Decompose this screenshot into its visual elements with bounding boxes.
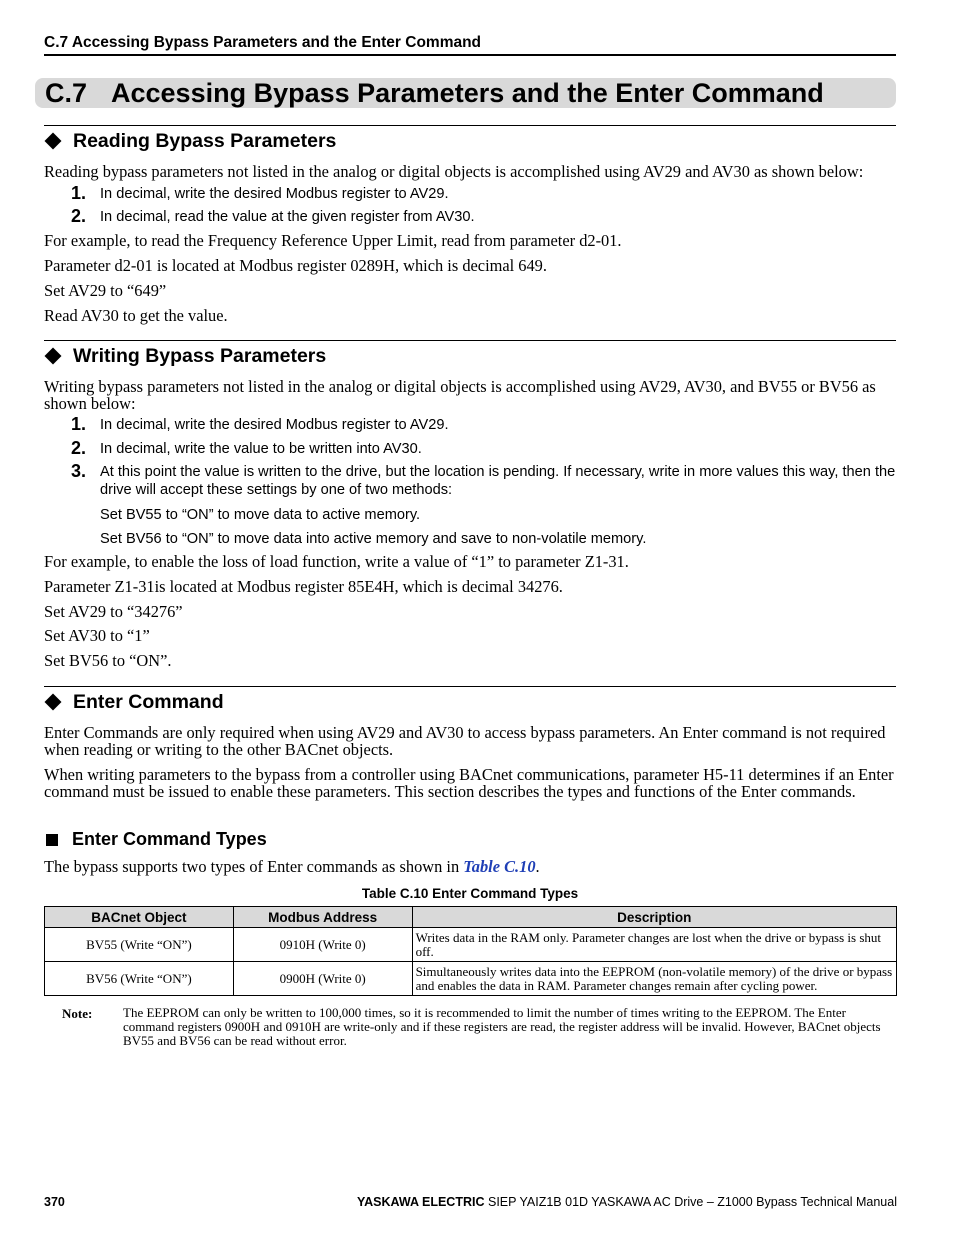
step-number: 3.: [71, 461, 87, 481]
section-heading-enter-command: [44, 690, 224, 714]
section-rule: [44, 125, 896, 126]
section-heading-reading: [44, 129, 336, 153]
chapter-title-text: Accessing Bypass Parameters and the Enter Command: [111, 78, 824, 108]
step-text: At this point the value is written to the drive, but the location is pending. If necessary, write in more values this way, then the drive will accept these settings by one of two methods:: [100, 464, 896, 498]
diamond-bullet-icon: [45, 347, 62, 364]
table-row: [45, 928, 897, 962]
table-reference-link[interactable]: Table C.10: [463, 857, 536, 876]
table-cell: Writes data in the RAM only. Parameter changes are lost when the drive or bypass is shut off.: [412, 928, 896, 962]
section-rule: [44, 340, 896, 341]
paragraph: When writing parameters to the bypass from a controller using BACnet communications, parameter H5-11 determines if an Enter command must be issued to enable these parameters. This section describes the types and functions of the Enter commands.: [44, 765, 894, 801]
column-header: Description: [412, 907, 896, 928]
step-text: In decimal, write the desired Modbus register to AV29.: [100, 186, 449, 202]
method-item: Set BV56 to “ON” to move data into active memory and save to non-volatile memory.: [100, 531, 647, 547]
note-text: The EEPROM can only be written to 100,000 times, so it is recommended to limit the number of times writing to the EEPROM. The Enter command registers 0900H and 0910H are write-only and if these registers are read, the register address will be invalid. However, BACnet objects BV55 and BV56 can be read without error.: [123, 1005, 881, 1048]
step-text: In decimal, read the value at the given register from AV30.: [100, 209, 475, 225]
method-item: Set BV55 to “ON” to move data to active memory.: [100, 507, 421, 523]
paragraph: Read AV30 to get the value.: [44, 306, 228, 325]
square-bullet-icon: [46, 834, 58, 846]
section-rule: [44, 686, 896, 687]
enter-command-types-table: [44, 906, 897, 996]
paragraph: Set AV29 to “34276”: [44, 602, 183, 621]
step-number: 2.: [71, 438, 87, 458]
diamond-bullet-icon: [45, 132, 62, 149]
diamond-bullet-icon: [45, 693, 62, 710]
step-text: In decimal, write the desired Modbus register to AV29.: [100, 417, 449, 433]
paragraph: Set BV56 to “ON”.: [44, 651, 172, 670]
paragraph: Set AV30 to “1”: [44, 626, 150, 645]
header-rule: [44, 54, 896, 56]
section-heading-text: Writing Bypass Parameters: [73, 345, 327, 367]
step-number: 1.: [71, 414, 87, 434]
paragraph: Reading bypass parameters not listed in the analog or digital objects is accomplished using AV29 and AV30 as shown below:: [44, 162, 864, 181]
paragraph: The bypass supports two types of Enter commands as shown in Table C.10.: [44, 857, 540, 876]
paragraph: Set AV29 to “649”: [44, 281, 167, 300]
table-header-row: [45, 907, 897, 928]
paragraph: Writing bypass parameters not listed in the analog or digital objects is accomplished using AV29, AV30, and BV55 or BV56 as shown below:: [44, 377, 876, 413]
table-cell: BV55 (Write “ON”): [45, 928, 234, 962]
step-text: In decimal, write the value to be written into AV30.: [100, 441, 422, 457]
column-header: BACnet Object: [45, 907, 234, 928]
step-number: 2.: [71, 206, 87, 226]
table-cell: Simultaneously writes data into the EEPROM (non-volatile memory) of the drive or bypass and enables the data in RAM. Parameter changes remain after cycling power.: [412, 962, 896, 996]
section-heading-text: Reading Bypass Parameters: [73, 130, 337, 152]
note-label: Note:: [62, 1006, 93, 1021]
footer-manual-name: SIEP YAIZ1B 01D YASKAWA AC Drive – Z1000 Bypass Technical Manual: [484, 1195, 897, 1209]
subsection-heading-text: Enter Command Types: [72, 829, 267, 849]
paragraph: Parameter d2-01 is located at Modbus register 0289H, which is decimal 649.: [44, 256, 547, 275]
paragraph: Enter Commands are only required when using AV29 and AV30 to access bypass parameters. An Enter command is not required when reading or writing to the other BACnet objects.: [44, 723, 886, 759]
section-heading-writing: [44, 344, 326, 368]
footer-brand: YASKAWA ELECTRIC: [356, 1195, 485, 1209]
table-cell: 0900H (Write 0): [233, 962, 412, 996]
paragraph: For example, to read the Frequency Reference Upper Limit, read from parameter d2-01.: [44, 231, 622, 250]
paragraph: Parameter Z1-31is located at Modbus register 85E4H, which is decimal 34276.: [44, 577, 563, 596]
subsection-heading-enter-command-types: [44, 828, 267, 850]
table-caption: Table C.10 Enter Command Types: [361, 886, 579, 901]
column-header: Modbus Address: [233, 907, 412, 928]
table-cell: BV56 (Write “ON”): [45, 962, 234, 996]
table-row: [45, 962, 897, 996]
running-header: C.7 Accessing Bypass Parameters and the Enter Command: [44, 34, 482, 51]
step-number: 1.: [71, 183, 87, 203]
chapter-number: C.7: [45, 78, 88, 108]
footer-manual-title: [357, 1195, 897, 1209]
paragraph: For example, to enable the loss of load function, write a value of “1” to parameter Z1-31.: [44, 552, 629, 571]
page-number: 370: [44, 1195, 65, 1209]
table-cell: 0910H (Write 0): [233, 928, 412, 962]
section-heading-text: Enter Command: [73, 691, 224, 713]
chapter-title: [45, 77, 824, 109]
